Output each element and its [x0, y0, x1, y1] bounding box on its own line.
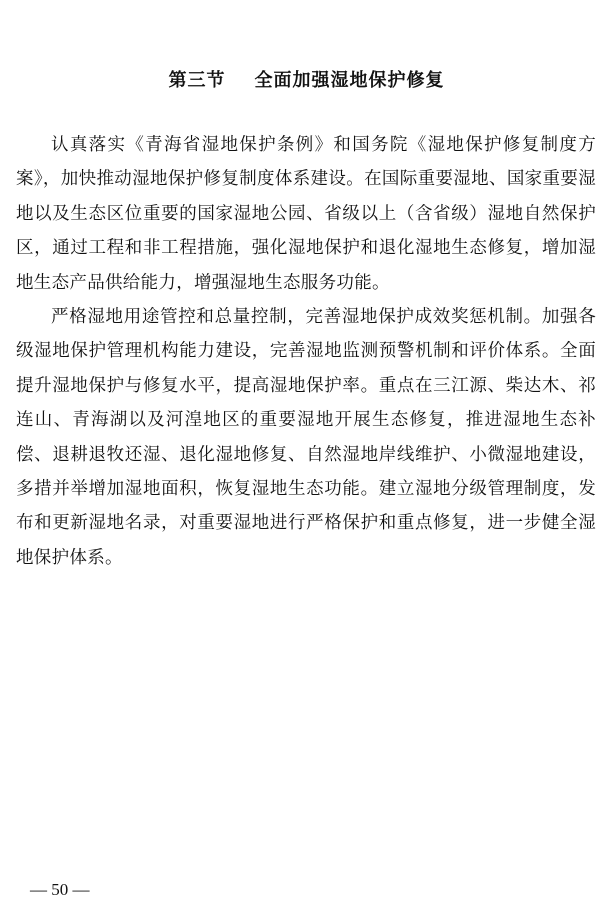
body-text [16, 128, 596, 575]
paragraph: 认真落实《青海省湿地保护条例》和国务院《湿地保护修复制度方案》，加快推动湿地保护修复制度体系建设。在国际重要湿地、国家重要湿地以及生态区位重要的国家湿地公园、省级以上（含省级）湿地自然保护区，通过工程和非工程措施，强化湿地保护和退化湿地生态修复，增加湿地生态产品供给能力，增强湿地生态服务功能。 [16, 135, 596, 293]
paragraph: 严格湿地用途管控和总量控制，完善湿地保护成效奖惩机制。加强各级湿地保护管理机构能力建设，完善湿地监测预警机制和评价体系。全面提升湿地保护与修复水平，提高湿地保护率。重点在三江源、柴达木、祁连山、青海湖以及河湟地区的重要湿地开展生态修复，推进湿地生态补偿、退耕退牧还湿、退化湿地修复、自然湿地岸线维护、小微湿地建设，多措并举增加湿地面积，恢复湿地生态功能。建立湿地分级管理制度，发布和更新湿地名录，对重要湿地进行严格保护和重点修复，进一步健全湿地保护体系。 [16, 307, 596, 568]
section-title: 第三节 全面加强湿地保护修复 [168, 70, 445, 91]
page-number: — 50 — [30, 880, 90, 899]
